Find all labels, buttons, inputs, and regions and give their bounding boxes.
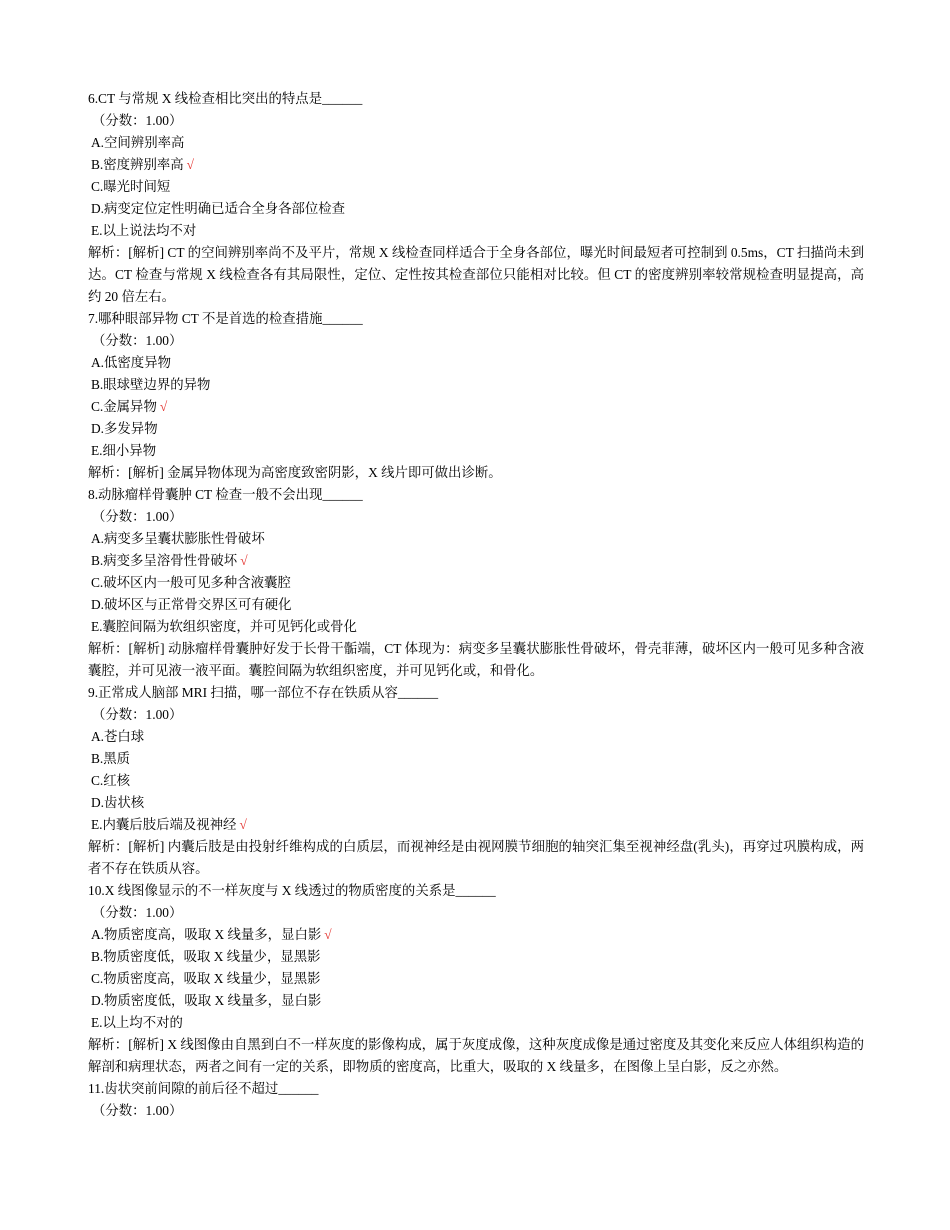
option-text: A.病变多呈囊状膨胀性骨破坏: [91, 531, 265, 546]
question-score: （分数：1.00）: [92, 905, 183, 920]
answer-option: [88, 440, 864, 462]
option-text: E.以上均不对的: [91, 1015, 183, 1030]
question-score: （分数：1.00）: [92, 1103, 183, 1118]
answer-analysis: 解析：[解析] X 线图像由自黑到白不一样灰度的影像构成，属于灰度成像，这种灰度成像是通过密度及其变化来反应人体组织构造的解剖和病理状态，两者之间有一定的关系，即物质的密度高，比重大，吸取的 X 线量多，在图像上呈白影，反之亦然。: [88, 1037, 864, 1074]
correct-mark-icon: √: [239, 817, 247, 832]
option-text: E.内囊后肢后端及视神经: [91, 817, 237, 832]
answer-option: [88, 132, 864, 154]
answer-analysis: 解析：[解析] 内囊后肢是由投射纤维构成的白质层，而视神经是由视网膜节细胞的轴突汇集至视神经盘(乳头)，再穿过巩膜构成，两者不存在铁质从容。: [88, 839, 864, 876]
question-title: 6.CT 与常规 X 线检查相比突出的特点是______: [88, 91, 363, 106]
answer-analysis: 解析：[解析] CT 的空间辨别率尚不及平片，常规 X 线检查同样适合于全身各部位，曝光时间最短者可控制到 0.5ms，CT 扫描尚未到达。CT 检查与常规 X 线检查各有其局限性，定位、定性按其检查部位只能相对比较。但 CT 的密度辨别率较常规检查明显提高，高约 20 倍左右。: [88, 245, 864, 304]
option-text: A.空间辨别率高: [91, 135, 185, 150]
answer-option: [88, 418, 864, 440]
option-text: B.黑质: [91, 751, 131, 766]
answer-option: [88, 748, 864, 770]
answer-analysis: 解析：[解析] 动脉瘤样骨囊肿好发于长骨干骺端，CT 体现为：病变多呈囊状膨胀性骨破坏，骨壳菲薄，破坏区内一般可见多种含液囊腔，并可见液一液平面。囊腔间隔为软组织密度，并可见钙化或，和骨化。: [88, 641, 864, 678]
answer-option: [88, 726, 864, 748]
option-text: D.物质密度低，吸取 X 线量多，显白影: [91, 993, 322, 1008]
question-block: [88, 880, 864, 1078]
answer-option: [88, 550, 864, 572]
option-text: A.物质密度高，吸取 X 线量多，显白影: [91, 927, 322, 942]
option-text: D.齿状核: [91, 795, 145, 810]
correct-mark-icon: √: [324, 927, 332, 942]
option-text: C.红核: [91, 773, 131, 788]
option-text: B.病变多呈溶骨性骨破坏: [91, 553, 238, 568]
question-block: [88, 484, 864, 682]
question-title: 8.动脉瘤样骨囊肿 CT 检查一般不会出现______: [88, 487, 363, 502]
question-score: （分数：1.00）: [92, 333, 183, 348]
exam-document: [88, 88, 864, 1122]
answer-option: [88, 594, 864, 616]
question-title: 11.齿状突前间隙的前后径不超过______: [88, 1081, 319, 1096]
question-score: （分数：1.00）: [92, 509, 183, 524]
option-text: B.物质密度低，吸取 X 线量少，显黑影: [91, 949, 321, 964]
question-block: [88, 1078, 864, 1122]
answer-option: [88, 616, 864, 638]
option-text: C.物质密度高，吸取 X 线量少，显黑影: [91, 971, 321, 986]
answer-analysis: 解析：[解析] 金属异物体现为高密度致密阴影，X 线片即可做出诊断。: [88, 465, 502, 480]
answer-option: [88, 792, 864, 814]
answer-option: [88, 396, 864, 418]
option-text: B.密度辨别率高: [91, 157, 184, 172]
option-text: E.囊腔间隔为软组织密度，并可见钙化或骨化: [91, 619, 357, 634]
question-score: （分数：1.00）: [92, 707, 183, 722]
answer-option: [88, 924, 864, 946]
question-score: （分数：1.00）: [92, 113, 183, 128]
option-text: D.病变定位定性明确已适合全身各部位检查: [91, 201, 346, 216]
option-text: A.低密度异物: [91, 355, 171, 370]
question-block: [88, 682, 864, 880]
question-title: 10.X 线图像显示的不一样灰度与 X 线透过的物质密度的关系是______: [88, 883, 496, 898]
correct-mark-icon: √: [186, 157, 194, 172]
answer-option: [88, 154, 864, 176]
answer-option: [88, 946, 864, 968]
option-text: C.曝光时间短: [91, 179, 171, 194]
question-title: 9.正常成人脑部 MRI 扫描，哪一部位不存在铁质从容______: [88, 685, 439, 700]
correct-mark-icon: √: [159, 399, 168, 414]
question-title: 7.哪种眼部异物 CT 不是首选的检查措施______: [88, 311, 363, 326]
option-text: D.破坏区与正常骨交界区可有硬化: [91, 597, 292, 612]
question-block: [88, 88, 864, 308]
answer-option: [88, 968, 864, 990]
option-text: B.眼球壁边界的异物: [91, 377, 211, 392]
answer-option: [88, 220, 864, 242]
option-text: D.多发异物: [91, 421, 158, 436]
answer-option: [88, 572, 864, 594]
answer-option: [88, 770, 864, 792]
option-text: E.以上说法均不对: [91, 223, 197, 238]
question-block: [88, 308, 864, 484]
answer-option: [88, 528, 864, 550]
option-text: E.细小异物: [91, 443, 157, 458]
option-text: C.金属异物: [91, 399, 157, 414]
answer-option: [88, 176, 864, 198]
answer-option: [88, 198, 864, 220]
option-text: C.破坏区内一般可见多种含液囊腔: [91, 575, 291, 590]
answer-option: [88, 1012, 864, 1034]
answer-option: [88, 990, 864, 1012]
answer-option: [88, 374, 864, 396]
option-text: A.苍白球: [91, 729, 145, 744]
answer-option: [88, 352, 864, 374]
answer-option: [88, 814, 864, 836]
correct-mark-icon: √: [240, 553, 248, 568]
